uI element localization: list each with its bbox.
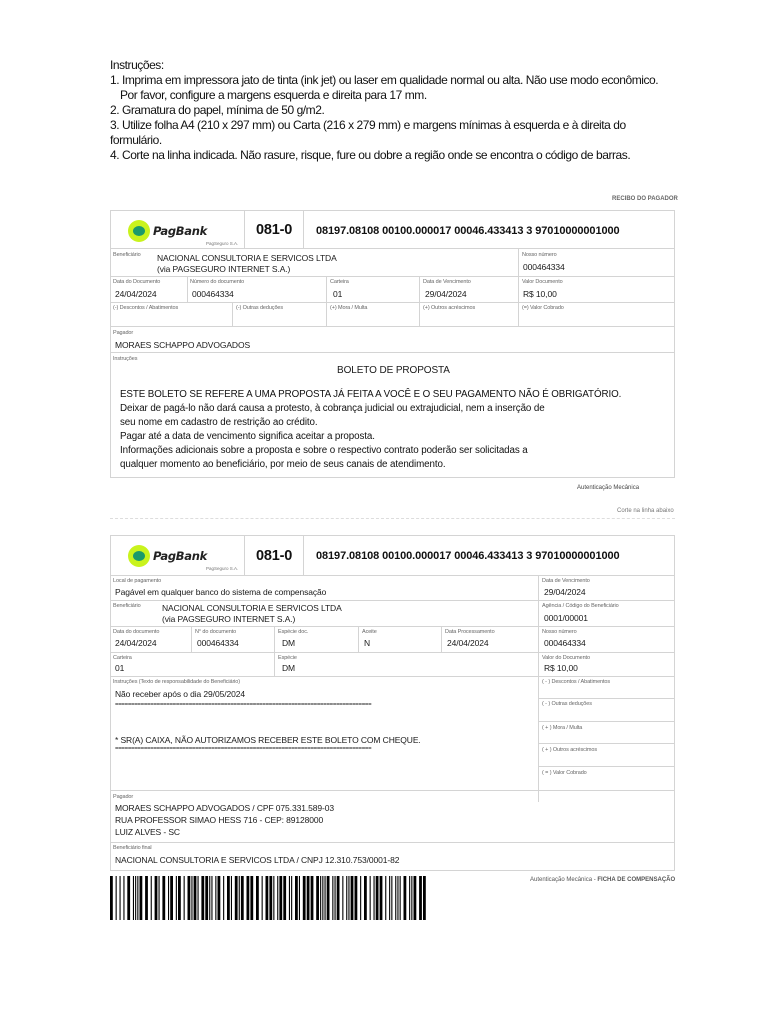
barcode-bar xyxy=(411,876,412,920)
label-mora-multa: (+) Mora / Multa xyxy=(330,305,368,311)
label-vencimento: Data de Vencimento xyxy=(423,279,471,285)
barcode-bar xyxy=(120,876,121,920)
barcode-bar xyxy=(110,876,113,920)
carteira: 01 xyxy=(333,289,343,299)
local-pagamento: Pagável em qualquer banco do sistema de compensação xyxy=(115,587,327,597)
barcode-bar xyxy=(137,876,138,920)
barcode-bar xyxy=(391,876,392,920)
barcode-bar xyxy=(277,876,278,920)
barcode-bar xyxy=(337,876,340,920)
pagbank-logo-icon xyxy=(128,220,150,242)
barcode-bar xyxy=(256,876,259,920)
digitable-line: 08197.08108 00100.000017 00046.433413 3 97010000001000 xyxy=(316,225,620,237)
instruction-item: 4. Corte na linha indicada. Não rasure, risque, fure ou dobre a região onde se encontra o código de barras. xyxy=(110,148,631,162)
barcode-bar xyxy=(376,876,379,920)
barcode-bar xyxy=(397,876,398,920)
barcode-bar xyxy=(227,876,230,920)
barcode-bar xyxy=(159,876,160,920)
barcode-bar xyxy=(380,876,383,920)
barcode-bar xyxy=(273,876,274,920)
label-pagador: Pagador xyxy=(113,794,134,800)
barcode-bar xyxy=(400,876,401,920)
barcode-bar xyxy=(327,876,330,920)
barcode-bar xyxy=(389,876,390,920)
pagador-name: MORAES SCHAPPO ADVOGADOS xyxy=(115,340,251,350)
barcode-bar xyxy=(184,876,185,920)
barcode-bar xyxy=(269,876,272,920)
barcode-bar xyxy=(127,876,130,920)
instr-line: Deixar de pagá-lo não dará causa a protesto, à cobrança judicial ou extrajudicial, nem a inserção de xyxy=(120,403,545,414)
barcode-bar xyxy=(335,876,336,920)
label-instrucoes: Instruções xyxy=(113,356,138,362)
label-outras-deducoes: (-) Outras deduções xyxy=(236,305,284,311)
aceite: N xyxy=(364,638,371,648)
label-instrucoes: Instruções (Texto de responsabilidade do Beneficiário) xyxy=(113,679,240,685)
barcode-bar xyxy=(178,876,181,920)
ficha-compensacao-label: FICHA DE COMPENSAÇÃO xyxy=(597,877,676,883)
barcode-bar xyxy=(116,876,117,920)
vencimento: 29/04/2024 xyxy=(425,289,467,299)
cut-line xyxy=(110,518,675,519)
barcode-bar xyxy=(348,876,349,920)
barcode-bar xyxy=(201,876,204,920)
pagbank-logo xyxy=(128,220,207,242)
barcode-bar xyxy=(209,876,210,920)
label-agencia-codigo: Agência / Código do Beneficiário xyxy=(542,603,619,609)
instructions-block xyxy=(110,58,690,163)
barcode-bar xyxy=(374,876,375,920)
instruction-item: formulário. xyxy=(110,133,162,147)
pagador-address: RUA PROFESSOR SIMAO HESS 716 - CEP: 89128000 xyxy=(115,815,324,825)
numero-documento: 000464334 xyxy=(192,289,234,299)
label-numero-documento: N° do documento xyxy=(195,629,237,635)
digitable-line: 08197.08108 00100.000017 00046.433413 3 97010000001000 xyxy=(316,550,620,562)
barcode-bar xyxy=(168,876,169,920)
barcode-bar xyxy=(283,876,286,920)
pagbank-logo-text: PagBank xyxy=(153,549,207,563)
barcode-bar xyxy=(155,876,158,920)
data-documento: 24/04/2024 xyxy=(115,289,157,299)
data-processamento: 24/04/2024 xyxy=(447,638,489,648)
barcode-bar xyxy=(218,876,221,920)
barcode-bar xyxy=(279,876,282,920)
label-outros-acrescimos: (+) Outros acréscimos xyxy=(423,305,476,311)
valor-documento: R$ 10,00 xyxy=(523,289,557,299)
label-carteira: Carteira xyxy=(330,279,349,285)
barcode-bar xyxy=(332,876,333,920)
barcode-bar xyxy=(198,876,199,920)
bank-code: 081-0 xyxy=(256,222,293,238)
instr-separator: ================================================================================ xyxy=(115,746,372,752)
barcode-bar xyxy=(162,876,165,920)
nosso-numero: 000464334 xyxy=(523,262,565,272)
cut-line-label: Corte na linha abaixo xyxy=(617,508,674,514)
label-pagador: Pagador xyxy=(113,330,134,336)
label-valor-cobrado: (=) Valor Cobrado xyxy=(522,305,564,311)
barcode-bar xyxy=(140,876,143,920)
agencia-codigo: 0001/00001 xyxy=(544,613,588,623)
label-valor-documento: Valor Documento xyxy=(522,279,563,285)
barcode-bar xyxy=(151,876,152,920)
especie-doc: DM xyxy=(282,638,296,648)
pagbank-logo xyxy=(128,545,207,567)
barcode-bar xyxy=(322,876,323,920)
autenticacao-mecanica: Autenticação Mecânica xyxy=(577,485,640,491)
barcode-bar xyxy=(123,876,124,920)
label-especie-doc: Espécie doc. xyxy=(278,629,309,635)
logo-subtext: PagSeguro S.A. xyxy=(206,241,239,246)
instruction-item: Por favor, configure a margens esquerda e direita para 17 mm. xyxy=(120,88,427,102)
numero-documento: 000464334 xyxy=(197,638,239,648)
barcode-bar xyxy=(303,876,306,920)
barcode-bar xyxy=(247,876,250,920)
barcode-bar xyxy=(262,876,263,920)
instr-cheque: * SR(A) CAIXA, NÃO AUTORIZAMOS RECEBER ESTE BOLETO COM CHEQUE. xyxy=(115,735,421,745)
label-data-documento: Data do documento xyxy=(113,629,160,635)
label-vencimento: Data de Vencimento xyxy=(542,578,590,584)
barcode-bar xyxy=(419,876,422,920)
barcode-bar xyxy=(176,876,177,920)
instr-line: seu nome em cadastro de restrição ao crédito. xyxy=(120,417,318,428)
barcode-bar xyxy=(370,876,371,920)
barcode-bar xyxy=(223,876,224,920)
instr-line: Informações adicionais sobre a proposta e sobre o respectivo contrato poderão ser solicitadas a xyxy=(120,445,528,456)
pagador-line: MORAES SCHAPPO ADVOGADOS / CPF 075.331.589-03 xyxy=(115,803,334,813)
especie: DM xyxy=(282,663,296,673)
carteira: 01 xyxy=(115,663,125,673)
barcode-bar xyxy=(188,876,191,920)
beneficiario-via: (via PAGSEGURO INTERNET S.A.) xyxy=(157,264,291,274)
barcode-bar xyxy=(170,876,173,920)
label-beneficiario: Beneficiário xyxy=(113,252,141,258)
label-valor-cobrado: ( = ) Valor Cobrado xyxy=(542,770,587,776)
bank-code: 081-0 xyxy=(256,548,293,564)
barcode-bar xyxy=(342,876,343,920)
barcode-bar xyxy=(205,876,208,920)
logo-subtext: PagSeguro S.A. xyxy=(206,566,239,571)
label-outros-acrescimos: ( + ) Outros acréscimos xyxy=(542,747,598,753)
vencimento: 29/04/2024 xyxy=(544,587,586,597)
beneficiario-final: NACIONAL CONSULTORIA E SERVICOS LTDA / CNPJ 12.310.753/0001-82 xyxy=(115,855,400,865)
instr-nao-receber: Não receber após o dia 29/05/2024 xyxy=(115,689,245,699)
barcode-bar xyxy=(289,876,290,920)
barcode-bar xyxy=(194,876,197,920)
label-aceite: Aceite xyxy=(362,629,377,635)
instr-line: ESTE BOLETO SE REFERE A UMA PROPOSTA JÁ FEITA A VOCÊ E O SEU PAGAMENTO NÃO É OBRIGATÓRIO. xyxy=(120,389,622,400)
label-numero-documento: Número do documento xyxy=(190,279,245,285)
instruction-item: 1. Imprima em impressora jato de tinta (ink jet) ou laser em qualidade normal ou alta. Não use modo econômico. xyxy=(110,73,659,87)
barcode-bar xyxy=(145,876,148,920)
barcode-bar xyxy=(250,876,253,920)
barcode-bar xyxy=(133,876,134,920)
receipt-header-label: RECIBO DO PAGADOR xyxy=(612,196,678,202)
instr-line: Pagar até a data de vencimento significa aceitar a proposta. xyxy=(120,431,375,442)
barcode-bar xyxy=(135,876,136,920)
barcode-bar xyxy=(385,876,386,920)
barcode-bar xyxy=(409,876,410,920)
label-nosso-numero: Nosso número xyxy=(542,629,577,635)
barcode-bar xyxy=(360,876,361,920)
label-data-documento: Data do Documento xyxy=(113,279,161,285)
barcode-bar xyxy=(266,876,269,920)
valor-documento: R$ 10,00 xyxy=(544,663,578,673)
instr-separator: ================================================================================ xyxy=(115,702,372,708)
label-local-pagamento: Local de pagamento xyxy=(113,578,162,584)
barcode xyxy=(110,876,426,920)
barcode-bar xyxy=(191,876,192,920)
barcode-bar xyxy=(320,876,321,920)
autenticacao-prefix: Autenticação Mecânica - xyxy=(530,877,598,883)
barcode-bar xyxy=(295,876,298,920)
pagador-city: LUIZ ALVES - SC xyxy=(115,827,180,837)
pagbank-logo-text: PagBank xyxy=(153,224,207,238)
barcode-bar xyxy=(215,876,216,920)
beneficiario-name: NACIONAL CONSULTORIA E SERVICOS LTDA xyxy=(157,253,337,263)
barcode-bar xyxy=(414,876,417,920)
label-especie: Espécie xyxy=(278,655,297,661)
barcode-bar xyxy=(346,876,347,920)
barcode-bar xyxy=(395,876,396,920)
boleto-proposta-title: BOLETO DE PROPOSTA xyxy=(337,365,450,376)
instruction-item: 3. Utilize folha A4 (210 x 297 mm) ou Carta (216 x 279 mm) e margens mínimas à esquerda e à direita do xyxy=(110,118,626,132)
data-documento: 24/04/2024 xyxy=(115,638,157,648)
beneficiario-via: (via PAGSEGURO INTERNET S.A.) xyxy=(162,614,296,624)
barcode-bar xyxy=(231,876,232,920)
barcode-bar xyxy=(239,876,240,920)
label-descontos: (-) Descontos / Abatimentos xyxy=(113,305,179,311)
barcode-bar xyxy=(364,876,367,920)
barcode-bar xyxy=(404,876,407,920)
label-outras-deducoes: ( - ) Outras deduções xyxy=(542,701,592,707)
barcode-bar xyxy=(299,876,300,920)
barcode-bar xyxy=(291,876,292,920)
barcode-bar xyxy=(307,876,310,920)
autenticacao-ficha xyxy=(530,877,675,883)
barcode-bar xyxy=(351,876,354,920)
label-valor-documento: Valor do Documento xyxy=(542,655,590,661)
label-data-processamento: Data Processamento xyxy=(445,629,495,635)
instructions-title: Instruções: xyxy=(110,58,164,72)
label-descontos: ( - ) Descontos / Abatimentos xyxy=(542,679,611,685)
label-beneficiario: Beneficiário xyxy=(113,603,141,609)
barcode-bar xyxy=(235,876,238,920)
instr-line: qualquer momento ao beneficiário, por meio de seus canais de atendimento. xyxy=(120,459,446,470)
barcode-bar xyxy=(316,876,319,920)
barcode-bar xyxy=(211,876,212,920)
barcode-bar xyxy=(311,876,314,920)
barcode-bar xyxy=(355,876,358,920)
barcode-bar xyxy=(325,876,326,920)
barcode-bar xyxy=(241,876,244,920)
label-carteira: Carteira xyxy=(113,655,132,661)
barcode-bar xyxy=(423,876,426,920)
label-mora-multa: ( + ) Mora / Multa xyxy=(542,725,583,731)
beneficiario-name: NACIONAL CONSULTORIA E SERVICOS LTDA xyxy=(162,603,342,613)
instruction-item: 2. Gramatura do papel, mínima de 50 g/m2. xyxy=(110,103,325,117)
label-nosso-numero: Nosso número xyxy=(522,252,557,258)
nosso-numero: 000464334 xyxy=(544,638,586,648)
pagbank-logo-icon xyxy=(128,545,150,567)
label-beneficiario-final: Beneficiário final xyxy=(113,845,152,851)
